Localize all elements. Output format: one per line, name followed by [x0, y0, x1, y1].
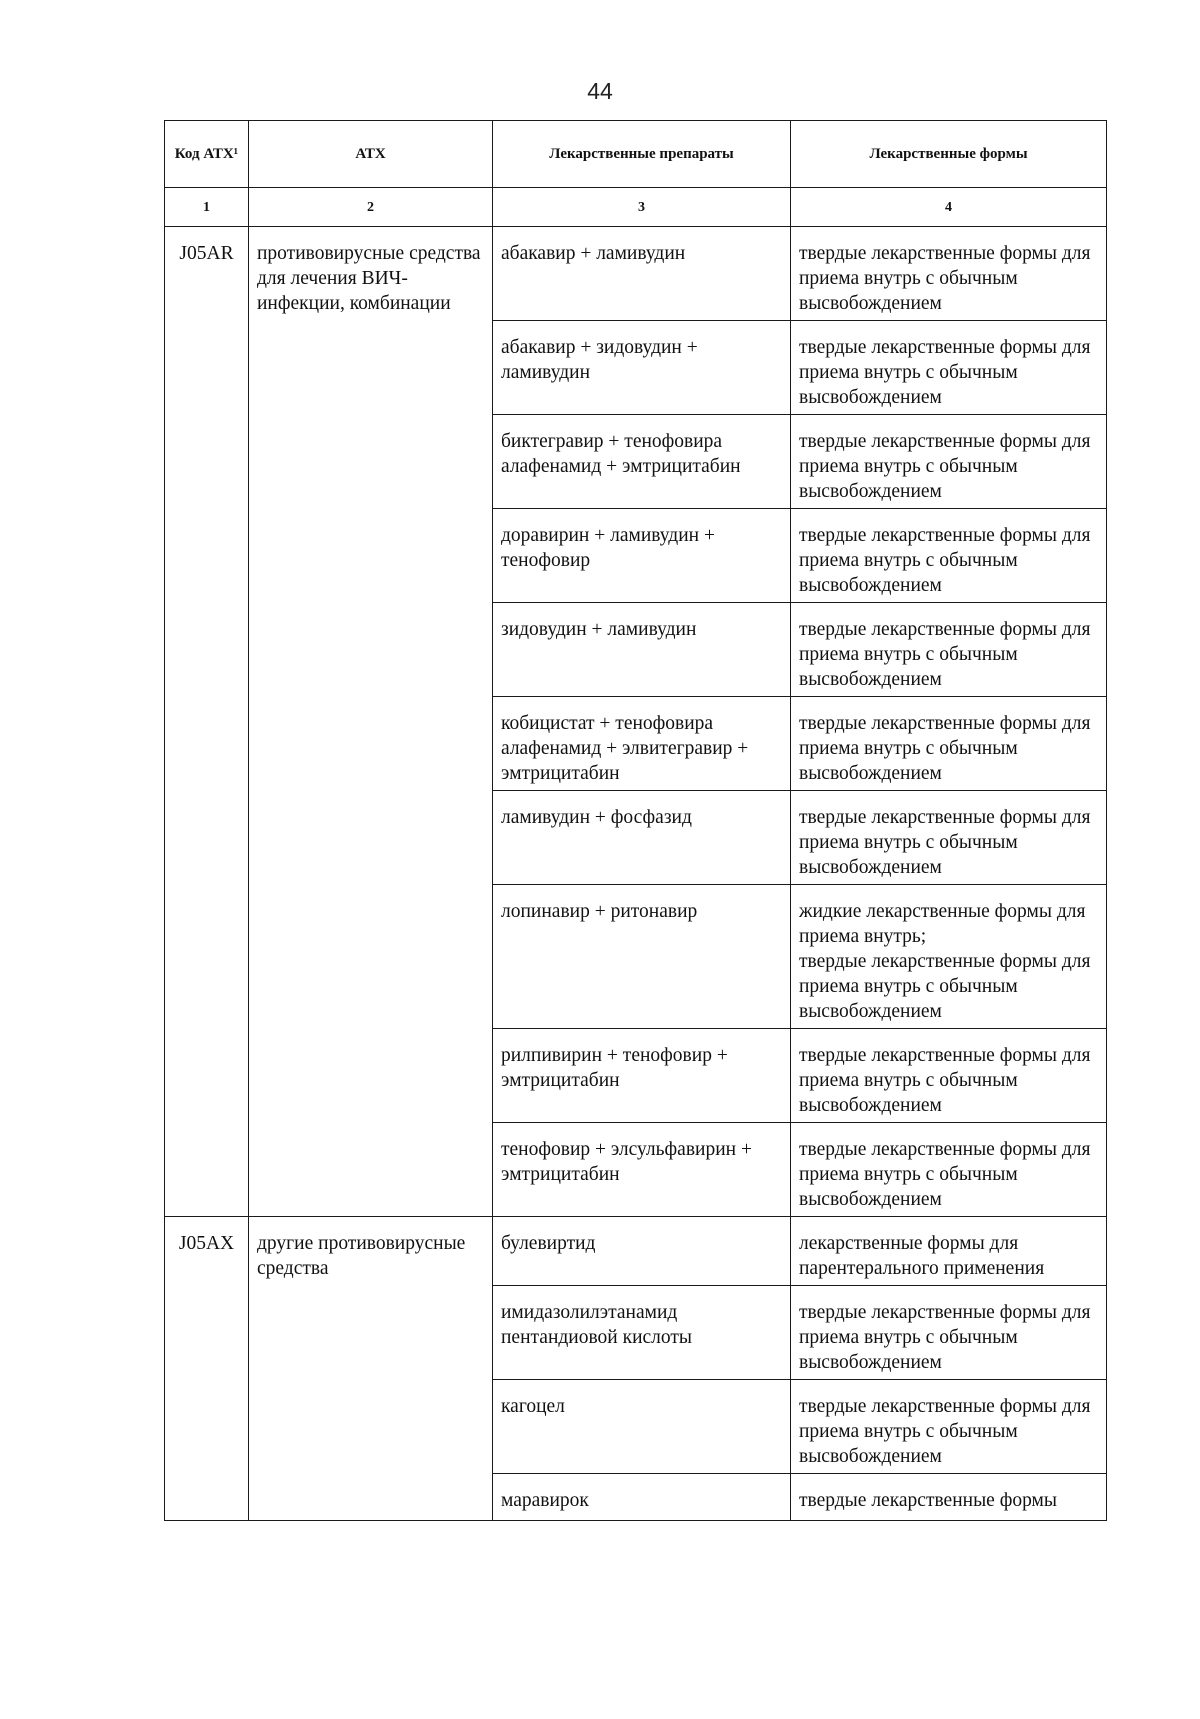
dosage-form-text: твердые лекарственные формы для приема внутрь с обычным высвобождением	[799, 337, 1091, 408]
drug-name: рилпивирин + тенофовир + эмтрицитабин	[493, 1029, 791, 1123]
dosage-form-text: твердые лекарственные формы для приема внутрь с обычным высвобождением	[799, 1396, 1091, 1467]
header-row	[165, 121, 1107, 188]
dosage-form-text: твердые лекарственные формы для приема внутрь с обычным высвобождением	[799, 619, 1091, 690]
drug-name: ламивудин + фосфазид	[493, 791, 791, 885]
drug-name: абакавир + зидовудин + ламивудин	[493, 321, 791, 415]
drug-name: лопинавир + ритонавир	[493, 885, 791, 1029]
dosage-form-text: твердые лекарственные формы для приема внутрь с обычным высвобождением	[799, 807, 1091, 878]
dosage-forms	[791, 1286, 1107, 1380]
drug-name: маравирок	[493, 1474, 791, 1521]
drug-name: тенофовир + элсульфавирин + эмтрицитабин	[493, 1123, 791, 1217]
header-code: Код АТХ¹	[165, 121, 249, 188]
dosage-forms	[791, 1474, 1107, 1521]
dosage-form-text: твердые лекарственные формы для приема внутрь с обычным высвобождением	[799, 951, 1091, 1022]
page-number: 44	[587, 78, 613, 104]
header-atx: АТХ	[249, 121, 493, 188]
header-drugs: Лекарственные препараты	[493, 121, 791, 188]
dosage-form-text: твердые лекарственные формы для приема внутрь с обычным высвобождением	[799, 431, 1091, 502]
dosage-form-text: твердые лекарственные формы для приема внутрь с обычным высвобождением	[799, 1302, 1091, 1373]
dosage-form-text: твердые лекарственные формы	[799, 1490, 1057, 1511]
drug-name: биктегравир + тенофовира алафенамид + эмтрицитабин	[493, 415, 791, 509]
drug-name: зидовудин + ламивудин	[493, 603, 791, 697]
dosage-form-text: лекарственные формы для парентерального применения	[799, 1233, 1045, 1279]
dosage-forms	[791, 509, 1107, 603]
header-forms: Лекарственные формы	[791, 121, 1107, 188]
dosage-forms	[791, 321, 1107, 415]
drug-name: доравирин + ламивудин + тенофовир	[493, 509, 791, 603]
dosage-forms	[791, 697, 1107, 791]
dosage-form-text: твердые лекарственные формы для приема внутрь с обычным высвобождением	[799, 1045, 1091, 1116]
drug-name: кобицистат + тенофовира алафенамид + элвитегравир + эмтрицитабин	[493, 697, 791, 791]
dosage-forms	[791, 227, 1107, 321]
atx-code: J05AR	[165, 227, 249, 1217]
drug-name: абакавир + ламивудин	[493, 227, 791, 321]
column-number: 1	[165, 188, 249, 227]
dosage-form-text: твердые лекарственные формы для приема внутрь с обычным высвобождением	[799, 1139, 1091, 1210]
dosage-forms	[791, 791, 1107, 885]
dosage-form-text: твердые лекарственные формы для приема внутрь с обычным высвобождением	[799, 713, 1091, 784]
dosage-form-text: жидкие лекарственные формы для приема внутрь;	[799, 901, 1086, 947]
column-number: 4	[791, 188, 1107, 227]
drug-name: кагоцел	[493, 1380, 791, 1474]
dosage-forms	[791, 1217, 1107, 1286]
column-number: 3	[493, 188, 791, 227]
column-number: 2	[249, 188, 493, 227]
dosage-forms	[791, 1380, 1107, 1474]
drug-name: булевиртид	[493, 1217, 791, 1286]
dosage-forms	[791, 1123, 1107, 1217]
table-row	[165, 227, 1107, 321]
atx-table	[164, 120, 1107, 1521]
dosage-form-text: твердые лекарственные формы для приема внутрь с обычным высвобождением	[799, 243, 1091, 314]
column-number-row	[165, 188, 1107, 227]
drug-name: имидазолилэтанамид пентандиовой кислоты	[493, 1286, 791, 1380]
atx-group-name: противовирусные средства для лечения ВИЧ-инфекции, комбинации	[249, 227, 493, 1217]
dosage-forms	[791, 603, 1107, 697]
atx-code: J05AX	[165, 1217, 249, 1521]
dosage-forms	[791, 415, 1107, 509]
table-row	[165, 1217, 1107, 1286]
atx-group-name: другие противовирусные средства	[249, 1217, 493, 1521]
dosage-forms	[791, 885, 1107, 1029]
dosage-form-text: твердые лекарственные формы для приема внутрь с обычным высвобождением	[799, 525, 1091, 596]
dosage-forms	[791, 1029, 1107, 1123]
